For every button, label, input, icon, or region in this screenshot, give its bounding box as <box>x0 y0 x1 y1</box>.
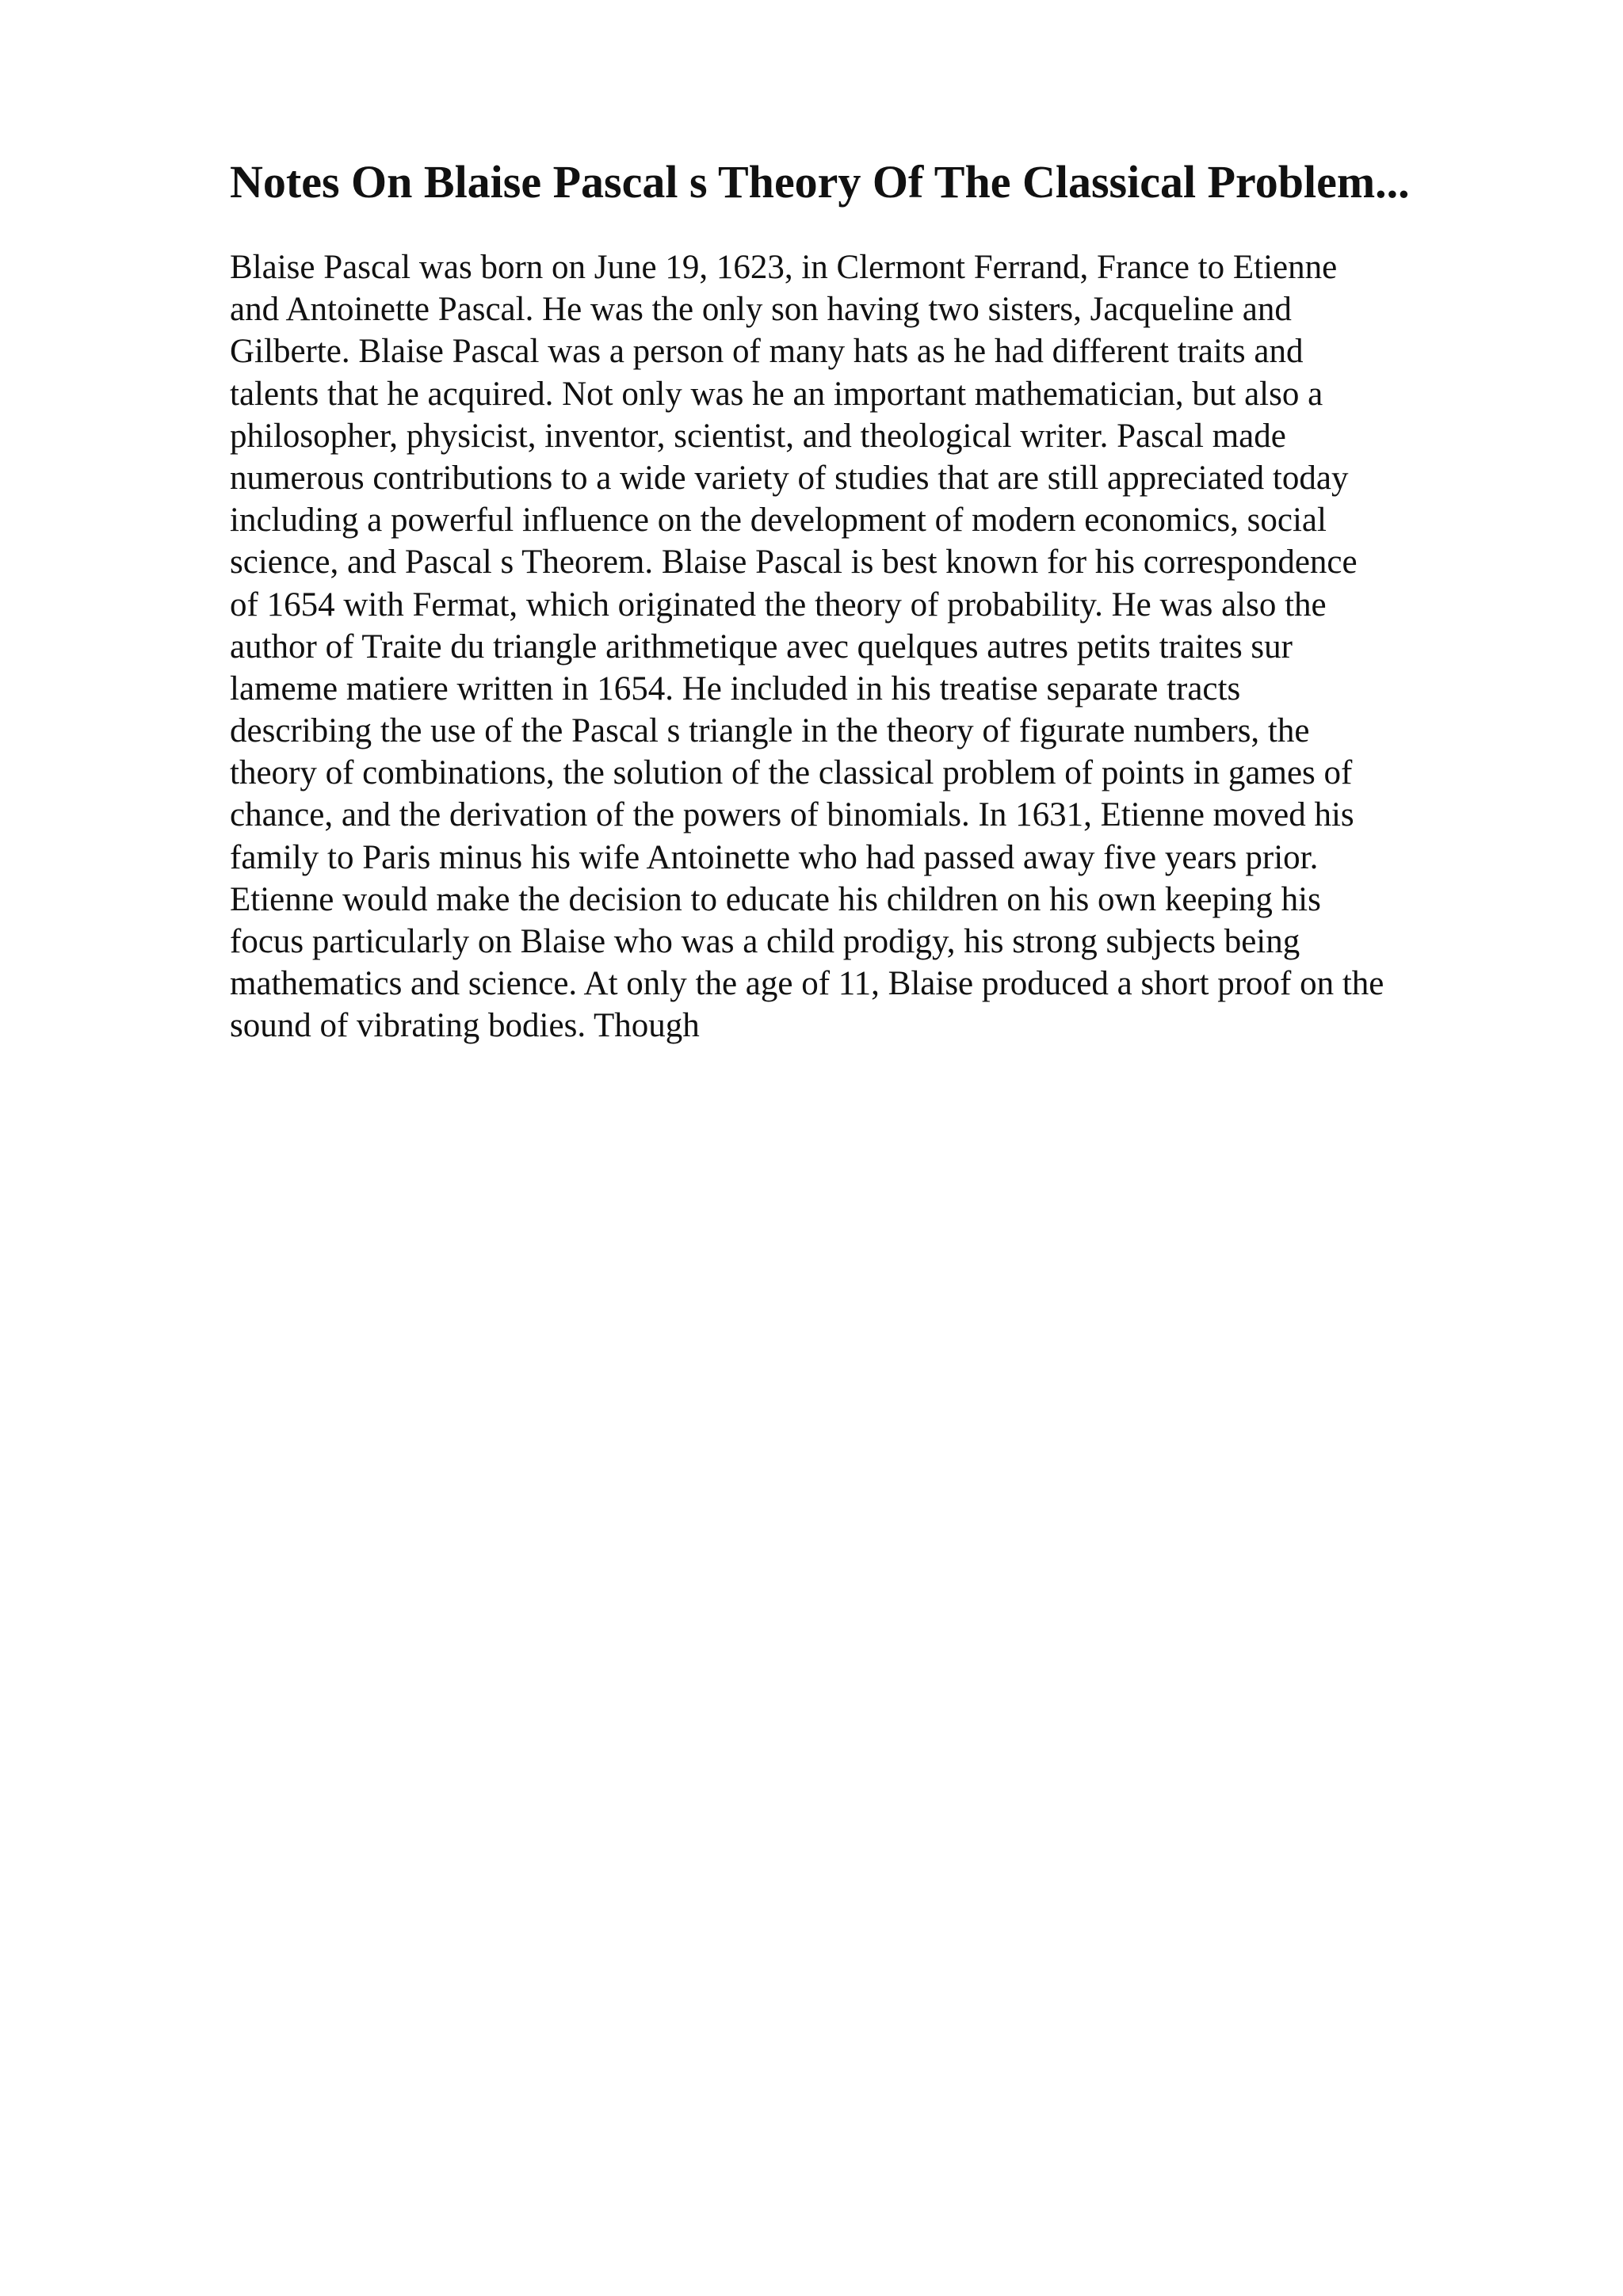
paragraph-line: chance, and the derivation of the powers of binomials. In 1631, Etienne moved his <box>230 796 1354 834</box>
paragraph-line: focus particularly on Blaise who was a child prodigy, his strong subjects being <box>230 923 1300 960</box>
paragraph-line: theory of combinations, the solution of the classical problem of points in games of <box>230 754 1353 792</box>
paragraph-line: Etienne would make the decision to educate his children on his own keeping his <box>230 880 1321 918</box>
paragraph-line: numerous contributions to a wide variety of studies that are still appreciated today <box>230 459 1349 497</box>
body-paragraph <box>230 246 1529 1047</box>
paragraph-line: Blaise Pascal was born on June 19, 1623, in Clermont Ferrand, France to Etienne <box>230 249 1338 286</box>
paragraph-line: sound of vibrating bodies. Though <box>230 1007 700 1045</box>
paragraph-line: of 1654 with Fermat, which originated the theory of probability. He was also the <box>230 585 1327 624</box>
paragraph-line: philosopher, physicist, inventor, scientist, and theological writer. Pascal made <box>230 417 1286 455</box>
paragraph-line: describing the use of the Pascal s triangle in the theory of figurate numbers, the <box>230 712 1310 750</box>
document-title: Notes On Blaise Pascal s Theory Of The Classical Problem... <box>230 156 1410 208</box>
paragraph-line: talents that he acquired. Not only was he an important mathematician, but also a <box>230 375 1323 413</box>
paragraph-line: and Antoinette Pascal. He was the only son having two sisters, Jacqueline and <box>230 291 1292 329</box>
paragraph-line: family to Paris minus his wife Antoinette who had passed away five years prior. <box>230 838 1319 876</box>
paragraph-line: mathematics and science. At only the age of 11, Blaise produced a short proof on the <box>230 965 1384 1003</box>
paragraph-line: Gilberte. Blaise Pascal was a person of many hats as he had different traits and <box>230 333 1304 371</box>
paragraph-line: lameme matiere written in 1654. He included in his treatise separate tracts <box>230 669 1241 707</box>
paragraph-line: science, and Pascal s Theorem. Blaise Pascal is best known for his correspondence <box>230 543 1358 582</box>
paragraph-line: author of Traite du triangle arithmetique avec quelques autres petits traites sur <box>230 627 1293 666</box>
paragraph-line: including a powerful influence on the development of modern economics, social <box>230 502 1327 540</box>
